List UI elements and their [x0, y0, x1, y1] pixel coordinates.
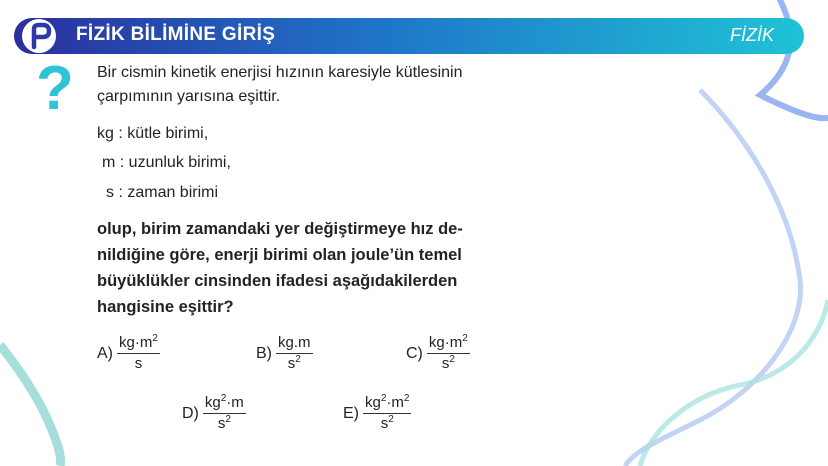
fraction: $\frac{kg\cdot m^2}{s}$ — [119, 333, 158, 372]
option-label: D) — [182, 405, 199, 422]
fraction: $\frac{kg^2\cdot m^2}{s^2}$ — [365, 393, 410, 432]
option-label: A) — [97, 345, 113, 362]
intro-line-2: çarpımının yarısına eşittir. — [97, 88, 281, 105]
question-stem-3: büyüklükler cinsinden ifadesi aşağıdakilerden — [97, 272, 458, 290]
fraction: $\frac{kg.m}{s^2}$ — [278, 334, 311, 372]
definition-m: m : uzunluk birimi, — [102, 154, 231, 171]
question-stem-4: hangisine eşittir? — [97, 298, 234, 316]
fraction: $\frac{kg\cdot m^2}{s^2}$ — [428, 333, 468, 372]
option-e[interactable] — [343, 395, 411, 433]
intro-line-1: Bir cismin kinetik enerjisi hızının karesiyle kütlesinin — [97, 64, 463, 81]
question-stem-2: nildiğine göre, enerji birimi olan joule’ün temel — [97, 246, 462, 264]
option-label: E) — [343, 405, 359, 422]
option-d[interactable] — [182, 395, 246, 433]
option-c[interactable] — [406, 335, 470, 373]
header-title: FİZİK BİLİMİNE GİRİŞ — [76, 24, 276, 45]
section-header — [14, 18, 804, 54]
definition-s: s : zaman birimi — [106, 184, 219, 201]
brand-logo — [22, 19, 56, 53]
fraction: $\frac{kg^2\cdot m}{s^2}$ — [204, 393, 244, 432]
option-label: C) — [406, 345, 423, 362]
option-a[interactable] — [97, 335, 160, 373]
option-b[interactable] — [256, 335, 313, 373]
definition-kg: kg : kütle birimi, — [97, 125, 209, 142]
option-label: B) — [256, 345, 272, 362]
question-mark-icon: ? — [36, 54, 74, 123]
subject-label: FİZİK — [730, 25, 774, 45]
question-stem-1: olup, birim zamandaki yer değiştirmeye hız de- — [97, 220, 463, 238]
